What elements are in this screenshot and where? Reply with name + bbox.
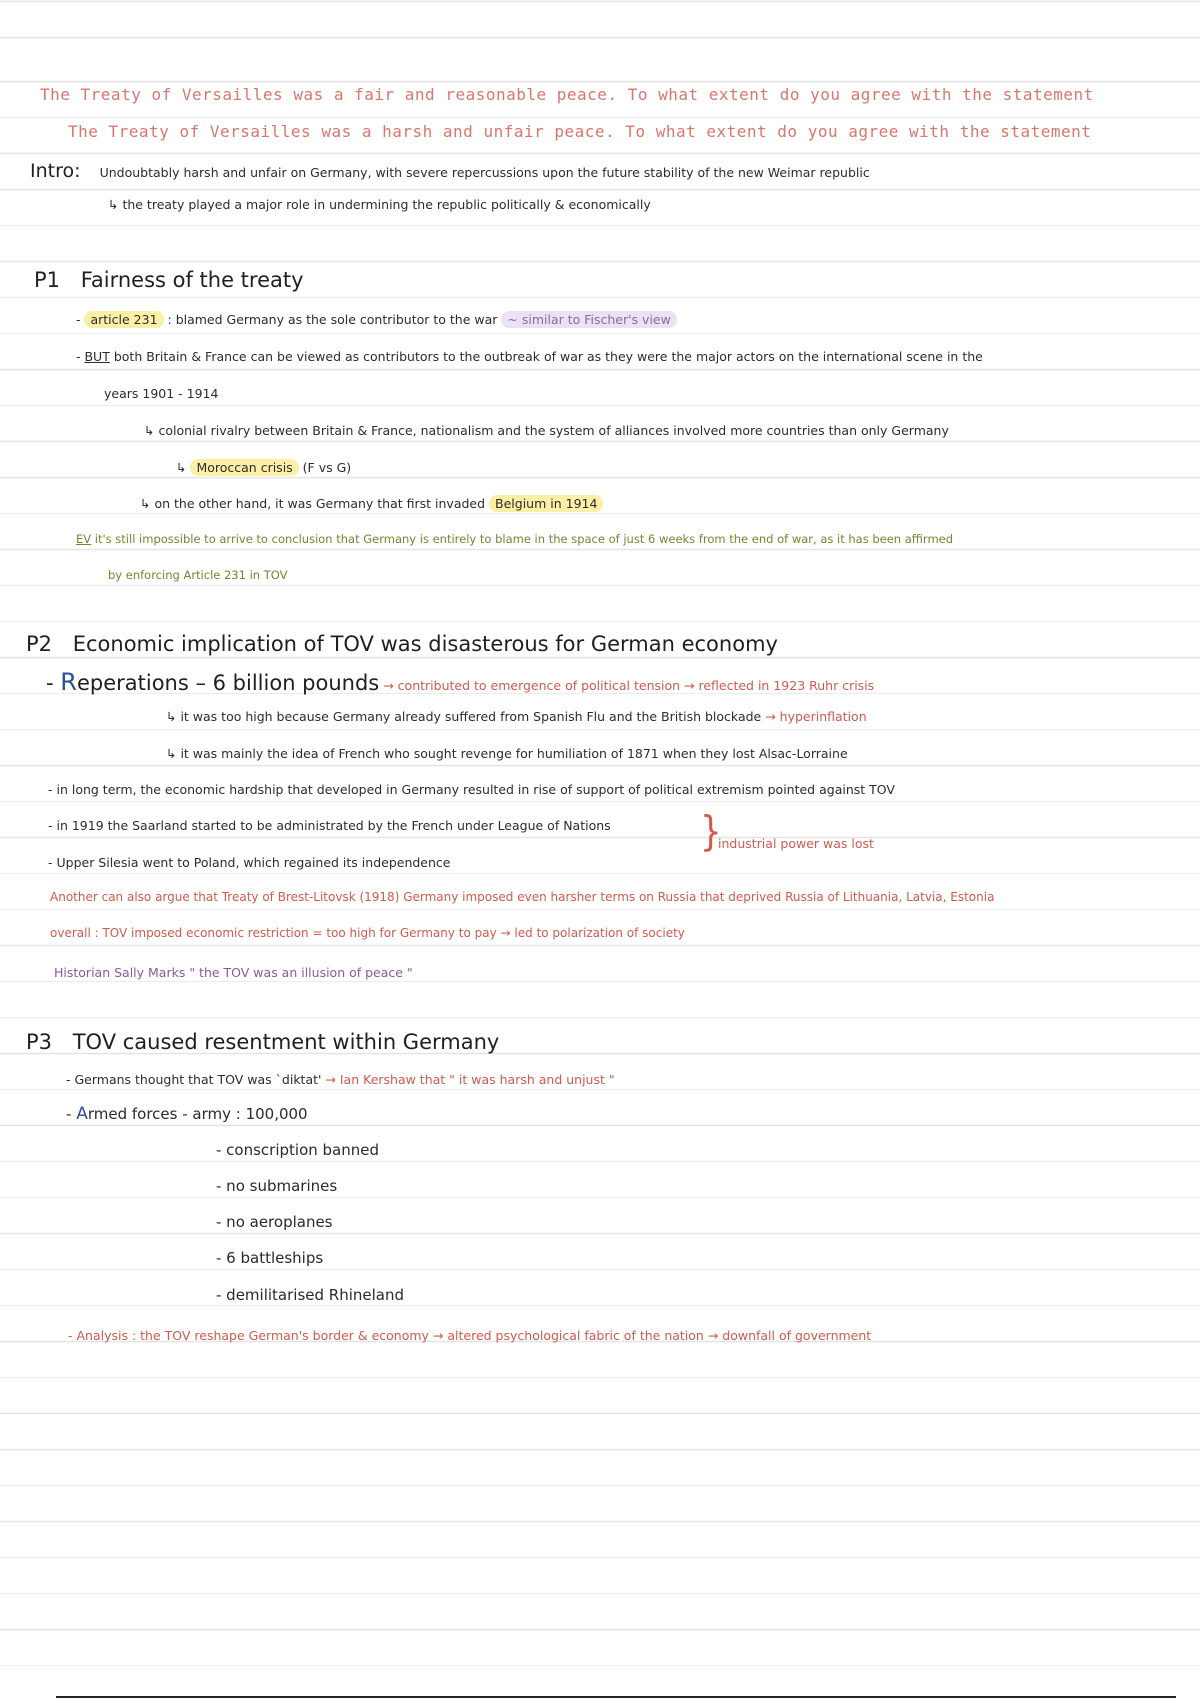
p2-saarland: - in 1919 the Saarland started to be administrated by the French under League of Nations [48, 818, 611, 833]
p3-armed-forces-line [66, 1104, 308, 1124]
p1-belgium-line [140, 496, 603, 511]
p2-sub-2: ↳ it was mainly the idea of French who sought revenge for humiliation of 1871 when they lost Alsac-Lorraine [166, 746, 848, 761]
reparations-note: → contributed to emergence of political tension → reflected in 1923 Ruhr crisis [379, 678, 875, 693]
p2-reparations-line [46, 668, 874, 696]
armed-A: A [76, 1104, 88, 1124]
p2-sub-1-text: ↳ it was too high because Germany already suffered from Spanish Flu and the British blockade [166, 709, 762, 724]
p1-evaluation-2: by enforcing Article 231 in TOV [108, 568, 288, 582]
p3-heading [26, 1030, 499, 1054]
p1-arrow: ↳ [176, 460, 191, 475]
p3-item-battleships: - 6 battleships [216, 1249, 324, 1267]
p2-heading [26, 632, 778, 656]
p3-dash: - [66, 1105, 77, 1123]
p1-number: P1 [34, 268, 61, 292]
p1-but-line [76, 349, 983, 364]
belgium-highlight: Belgium in 1914 [489, 495, 603, 512]
p1-but-text: both Britain & France can be viewed as contributors to the outbreak of war as they were the major actors on the international scene in the [109, 349, 983, 364]
reparations-amount: – 6 billion pounds [188, 671, 380, 695]
p1-article-line [76, 312, 677, 327]
p2-brest-litovsk: Another can also argue that Treaty of Brest-Litovsk (1918) Germany imposed even harsher terms on Russia that deprived Russia of Lithuania, Latvia, Estonia [50, 890, 995, 904]
p2-number: P2 [26, 632, 53, 656]
reparations-word: eperations [76, 671, 189, 695]
essay-question-1: The Treaty of Versailles was a fair and reasonable peace. To what extent do you agree with the statement [40, 85, 1094, 104]
p3-number: P3 [26, 1030, 53, 1054]
p3-item-conscription: - conscription banned [216, 1141, 380, 1159]
armed-word: rmed forces [87, 1105, 178, 1123]
fischer-note: ~ similar to Fischer's view [501, 311, 676, 328]
p3-item-submarines: - no submarines [216, 1177, 338, 1195]
p2-dash: - [46, 671, 61, 695]
p2-brace: } [700, 808, 722, 856]
p2-overall: overall : TOV imposed economic restriction = too high for Germany to pay → led to polarization of society [50, 926, 685, 940]
p1-moroccan-text: (F vs G) [298, 460, 352, 475]
p1-title: Fairness of the treaty [80, 268, 304, 292]
p1-dash-2: - [76, 349, 85, 364]
bottom-divider [56, 1696, 1176, 1698]
p3-diktat-text: - Germans thought that TOV was `diktat' [66, 1072, 322, 1087]
p1-dash: - [76, 312, 85, 327]
p2-sub-1 [166, 709, 867, 724]
hyperinflation-note: → hyperinflation [761, 709, 867, 724]
moroccan-crisis-highlight: Moroccan crisis [190, 459, 298, 476]
p1-moroccan-line [176, 460, 351, 475]
p1-evaluation [76, 532, 953, 546]
p1-colonial-rivalry: ↳ colonial rivalry between Britain & France, nationalism and the system of alliances involved more countries than only Germany [144, 423, 949, 438]
p2-title: Economic implication of TOV was disasterous for German economy [72, 632, 778, 656]
article-231-highlight: article 231 [84, 311, 163, 328]
p3-analysis: - Analysis : the TOV reshape German's border & economy → altered psychological fabric of the nation → downfall of government [68, 1328, 872, 1343]
industrial-power-note: industrial power was lost [718, 836, 874, 851]
ev-label: EV [76, 532, 92, 546]
p3-item-aeroplanes: - no aeroplanes [216, 1213, 333, 1231]
p1-years: years 1901 - 1914 [104, 386, 219, 401]
but-word: BUT [84, 349, 110, 364]
p3-item-rhineland: - demilitarised Rhineland [216, 1286, 405, 1304]
intro-line [30, 160, 870, 182]
essay-question-2: The Treaty of Versailles was a harsh and unfair peace. To what extent do you agree with the statement [68, 122, 1092, 141]
p1-belgium-text: ↳ on the other hand, it was Germany that first invaded [140, 496, 490, 511]
ev-text: it's still impossible to arrive to conclusion that Germany is entirely to blame in the space of just 6 weeks from the end of war, as it has been affirmed [91, 532, 954, 546]
p2-upper-silesia: - Upper Silesia went to Poland, which regained its independence [48, 855, 451, 870]
intro-label: Intro: [30, 160, 81, 182]
p3-title: TOV caused resentment within Germany [72, 1030, 500, 1054]
p2-long-term: - in long term, the economic hardship that developed in Germany resulted in rise of support of political extremism pointed against TOV [48, 782, 895, 797]
p1-article-text: : blamed Germany as the sole contributor to the war [163, 312, 498, 327]
intro-text: Undoubtably harsh and unfair on Germany, with severe repercussions upon the future stability of the new Weimar republic [99, 165, 870, 180]
army-limit: - army : 100,000 [177, 1105, 308, 1123]
p2-historian: Historian Sally Marks " the TOV was an illusion of peace " [54, 965, 413, 980]
p3-diktat-line [66, 1072, 615, 1087]
intro-sub: ↳ the treaty played a major role in undermining the republic politically & economically [108, 197, 651, 212]
reparations-R: R [60, 668, 77, 696]
p1-heading [34, 268, 304, 292]
kershaw-note: → Ian Kershaw that " it was harsh and unjust " [321, 1072, 615, 1087]
